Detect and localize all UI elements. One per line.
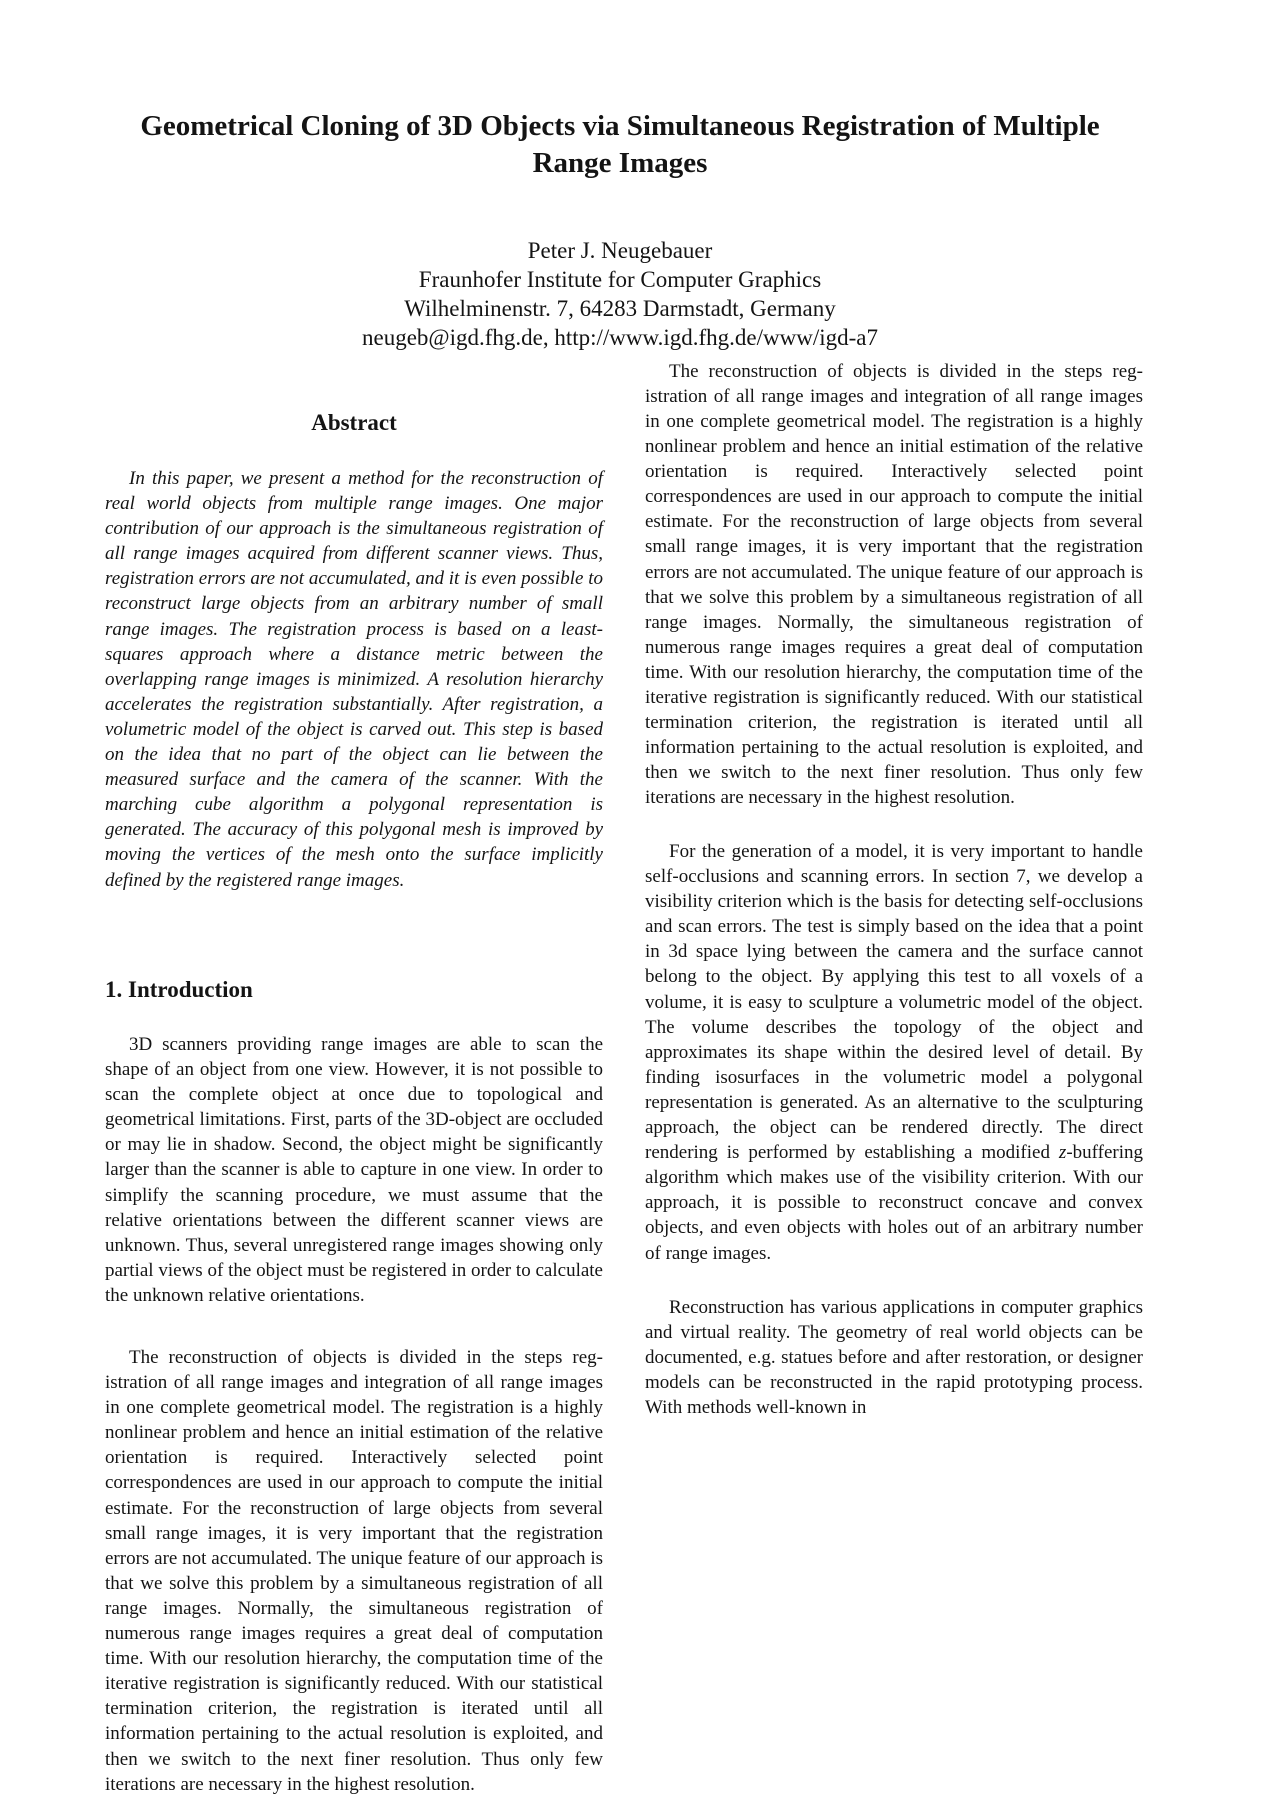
paper-title: Geometrical Cloning of 3D Objects via Simultaneous Registration of Multiple Range Images (140, 110, 1100, 179)
author-affiliation: Fraunhofer Institute for Computer Graphics (418, 267, 822, 292)
intro-paragraph-2-continued (645, 360, 1143, 836)
intro-paragraph-3-text-a: For the generation of a model, it is very important to handle self-occlusions and scanning errors. In section 7, we develop a visibility criterion which is the basis for detecting self-occlusions and scan errors. The test is simply based on the idea that a point in 3d space lying between the camera and the surface cannot belong to the object. By applying this test to all voxels of a volume, it is easy to sculpture a volumetric model of the object. The volume describes the topology of the object and approximates its shape within the desired level of detail. By finding isosurfaces in the volumetric model a polygonal representation is generated. As an alternative to the sculpturing approach, the object can be rendered directly. The direct rendering is performed by establishing a modified (645, 841, 1143, 1164)
intro-paragraph-3 (645, 839, 1143, 1266)
author-contact: neugeb@igd.fhg.de, http://www.igd.fhg.de/www/igd-a7 (361, 325, 879, 350)
author-name: Peter J. Neugebauer (527, 238, 713, 263)
author-block (110, 236, 1130, 352)
math-z: z (1058, 1142, 1067, 1164)
intro-paragraph-2-start: The reconstruction of objects is divided in the steps registration of all range images and integration of all range images in one complete geometrical model. The registration is a highly nonlinear problem and hence an initial estimation of the relative orientation is required. Interactively selected point correspondences are used in our approach to compute the initial estimate. For the reconstruction of large objects from several small range images, it is very important that the registration errors are not accumulated. The unique feature of our approach is that we solve this problem by a simultaneous registration of all range images. Normally, the simultaneous registration of numerous range images requires a great deal of computation time. With our resolution hierarchy, the computation time of the iterative registration is significantly reduced. With our statistical termination criterion, the registration is iterated until all information pertaining to the actual resolution is exploited, and then we switch to the next finer resolution. Thus only few iterations are necessary in the highest resolution. (105, 1347, 603, 1795)
author-address: Wilhelminenstr. 7, 64283 Darmstadt, Germany (404, 296, 836, 321)
intro-paragraph-1: 3D scanners providing range images are able to scan the shape of an object from one view. However, it is not possible to scan the complete object at once due to topological and geometrical limitations. First, parts of the 3D-object are occluded or may lie in shadow. Second, the object might be significantly larger than the scanner is able to capture in one view. In order to simplify the scanning procedure, we must assume that the relative orientations between the different scanner views are unknown. Thus, several unregistered range images showing only partial views of the object must be registered in order to calculate the unknown relative orientations. (105, 1034, 603, 1306)
intro-paragraph-2-shifted: The reconstruction of objects is divided in the steps registration of all range images and integration of all range images in one complete geometrical model. The registration is a highly nonlinear problem and hence an initial estimation of the relative orientation is required. Interactively selected point correspondences are used in our approach to compute the initial estimate. For the reconstruction of large objects from several small range images, it is very important that the registration errors are not accumulated. The unique feature of our approach is that we solve this problem by a simultaneous registration of all range images. Normally, the simultaneous registration of numerous range images requires a great deal of computation time. With our resolution hierarchy, the computation time of the iterative registration is significantly reduced. With our statistical termination criterion, the registration is iterated until all information pertaining to the actual resolution is exploited, and then we switch to the next finer resolution. Thus only few iterations are necessary in the highest resolution. (645, 360, 1143, 809)
abstract-text: In this paper, we present a method for the reconstruction of real world objects from multiple range images. One major contribution of our approach is the simultaneous registration of all range images acquired from different scanner views. Thus, registration errors are not accumulated, and it is even possible to reconstruct large objects from an arbitrary number of small range images. The registration process is based on a least-squares approach where a distance metric between the overlapping range images is minimized. A resolution hierarchy accelerates the registration substantially. After registration, a volumetric model of the object is carved out. This step is based on the idea that no part of the object can lie between the measured surface and the camera of the scanner. With the marching cube algorithm a polygonal representation is generated. The accuracy of this polygonal mesh is improved by moving the vertices of the mesh onto the surface implicitly defined by the registered range images. (105, 468, 603, 891)
intro-paragraph-3-text-b: -buffering algorithm which makes use of the visibility criterion. With our approach, it is possible to reconstruct concave and convex objects, and even objects with holes out of an arbitrary number of range images. (645, 1142, 1143, 1264)
section-heading-introduction: 1. Introduction (105, 977, 253, 1002)
abstract-heading: Abstract (311, 410, 397, 435)
intro-paragraph-4: Reconstruction has various applications in computer graphics and virtual reality. The geometry of real world objects can be documented, e.g. statues before and after restoration, or designer models can be reconstructed in the rapid prototyping process. With methods well-known in (645, 1297, 1143, 1419)
